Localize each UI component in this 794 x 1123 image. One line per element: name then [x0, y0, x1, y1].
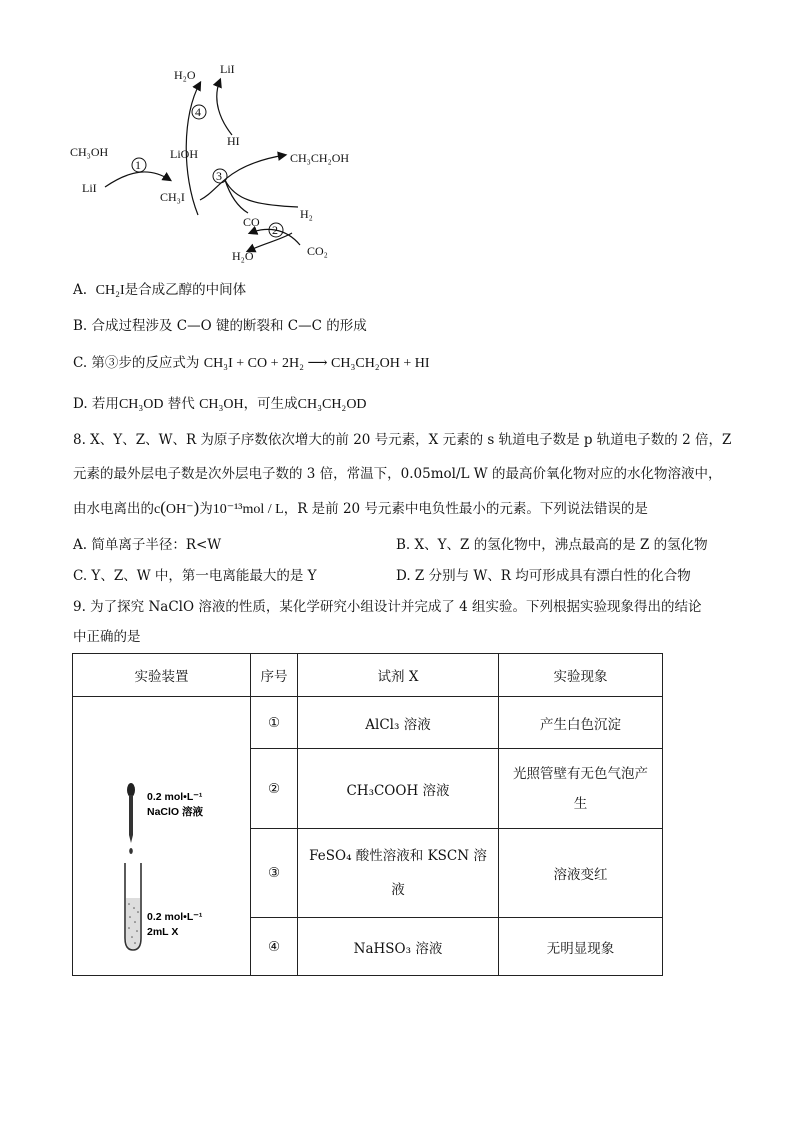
row1-phenomenon: 产生白色沉淀	[499, 697, 663, 749]
q9-line2: 中正确的是	[73, 629, 141, 645]
scheme-co2: CO₂	[307, 244, 328, 258]
option-c-label: C. 第③步的反应式为	[73, 355, 200, 371]
row1-num: ①	[251, 697, 298, 749]
row3-phenomenon: 溶液变红	[499, 829, 663, 918]
q8-option-b: B. X、Y、Z 的氢化物中，沸点最高的是 Z 的氢化物	[396, 537, 708, 553]
dropper-tube	[129, 795, 133, 835]
tube-label-volume: 2mL X	[147, 926, 179, 938]
dropper-label-conc: 0.2 mol•L⁻¹	[147, 791, 203, 803]
q8-line3-a: 由水电离出的	[73, 501, 154, 517]
table-row	[73, 697, 663, 749]
q8-paren-close: )	[193, 498, 200, 517]
q9-line1: 9. 为了探究 NaClO 溶液的性质，某化学研究小组设计并完成了 4 组实验。下列根据实验现象得出的结论	[73, 599, 702, 615]
scheme-ch3ch2oh: CH₃CH₂OH	[290, 151, 350, 165]
step1-arrow-lioh	[105, 172, 170, 187]
row4-phenomenon: 无明显现象	[499, 918, 663, 976]
dropper-label-name: NaClO 溶液	[147, 806, 204, 818]
drop	[129, 848, 133, 854]
option-d-formula1: CH₃OD	[118, 397, 164, 412]
q8-option-d: D. Z 分别与 W、R 均可形成具有漂白性的化合物	[396, 568, 691, 584]
step4-label: 4	[195, 105, 201, 119]
row2-reagent: CH₃COOH 溶液	[298, 749, 499, 829]
reaction-scheme	[60, 55, 380, 270]
q8-paren-open: (	[160, 498, 166, 517]
scheme-h2o-top: H₂O	[174, 68, 196, 82]
q7-option-b: B. 合成过程涉及 C—O 键的断裂和 C—C 的形成	[73, 318, 367, 334]
header-phenomenon: 实验现象	[499, 654, 663, 697]
dropper-tip	[129, 835, 133, 843]
option-a-text: 是合成乙醇的中间体	[124, 282, 247, 298]
row2-phenomenon	[499, 749, 663, 829]
q8-option-c: C. Y、Z、W 中，第一电离能最大的是 Y	[73, 568, 317, 584]
step2-arrow-h2o	[248, 233, 292, 251]
table-header-row	[73, 654, 663, 697]
q8-line2: 元素的最外层电子数是次外层电子数的 3 倍，常温下，0.05mol/L W 的最高价氧化物对应的水化物溶液中，	[73, 466, 722, 482]
q8-option-a: A. 简单离子半径：R<W	[73, 537, 222, 553]
header-reagent: 试剂 X	[298, 654, 499, 697]
option-d-label: D. 若用	[73, 396, 119, 412]
step3-h2-line	[225, 180, 298, 207]
q8-line3-end: ，R 是前 20 号元素中电负性最小的元素。下列说法错误的是	[283, 501, 648, 517]
row3-reagent	[298, 829, 499, 918]
q7-option-d	[73, 394, 367, 415]
apparatus-drawing	[77, 698, 246, 974]
apparatus-cell	[73, 697, 251, 976]
q8-c: c	[154, 502, 161, 517]
row4-num: ④	[251, 918, 298, 976]
q8-line3	[73, 498, 648, 520]
step1-label: 1	[135, 158, 141, 172]
row3-reagent-line2: 液	[391, 882, 405, 898]
option-c-equation: CH₃I + CO + 2H₂ ⟶ CH₃CH₂OH + HI	[203, 356, 430, 371]
q7-option-a	[73, 280, 246, 301]
scheme-h2: H₂	[300, 207, 313, 221]
option-d-formula3: CH₃CH₂OD	[297, 397, 367, 412]
q8-oh: OH⁻	[165, 502, 194, 517]
option-d-formula2: CH₃OH	[199, 397, 244, 412]
scheme-hi: HI	[227, 134, 240, 148]
option-d-mid: 替代	[167, 396, 195, 412]
row2-num: ②	[251, 749, 298, 829]
option-a-label: A.	[73, 282, 88, 298]
row3-num: ③	[251, 829, 298, 918]
scheme-lii-left: LiI	[82, 181, 97, 195]
header-num: 序号	[251, 654, 298, 697]
scheme-lioh: LiOH	[170, 147, 198, 161]
q8-line3-b: 为	[199, 501, 213, 517]
row2-phen-line2: 生	[573, 795, 588, 812]
q7-option-c	[73, 353, 430, 374]
step2-label: 2	[272, 223, 278, 237]
q8-value: 10⁻¹³mol / L	[212, 502, 284, 517]
option-d-mid2: ，可生成	[243, 396, 298, 412]
row4-reagent: NaHSO₃ 溶液	[298, 918, 499, 976]
tube-label-conc: 0.2 mol•L⁻¹	[147, 911, 203, 923]
row1-reagent: AlCl₃ 溶液	[298, 697, 499, 749]
scheme-ch3i: CH₃I	[160, 190, 185, 204]
row3-reagent-line1: FeSO₄ 酸性溶液和 KSCN 溶	[309, 848, 487, 864]
q8-line1: 8. X、Y、Z、W、R 为原子序数依次增大的前 20 号元素，X 元素的 s 轨道电子数是 p 轨道电子数的 2 倍，Z	[73, 432, 732, 448]
scheme-h2o-bottom: H₂O	[232, 249, 254, 263]
test-tube-liquid	[126, 898, 140, 949]
step4-arrow-lii	[217, 80, 232, 135]
experiment-table	[72, 653, 663, 976]
step3-label: 3	[216, 169, 222, 183]
dropper-bulb	[127, 783, 135, 797]
header-apparatus: 实验装置	[73, 654, 251, 697]
row2-phen-line1: 光照管壁有无色气泡产	[513, 765, 648, 782]
scheme-lii-top: LiI	[220, 62, 235, 76]
scheme-co: CO	[243, 215, 260, 229]
scheme-ch3oh: CH₃OH	[70, 145, 109, 159]
option-a-formula: CH₂I	[95, 283, 125, 298]
